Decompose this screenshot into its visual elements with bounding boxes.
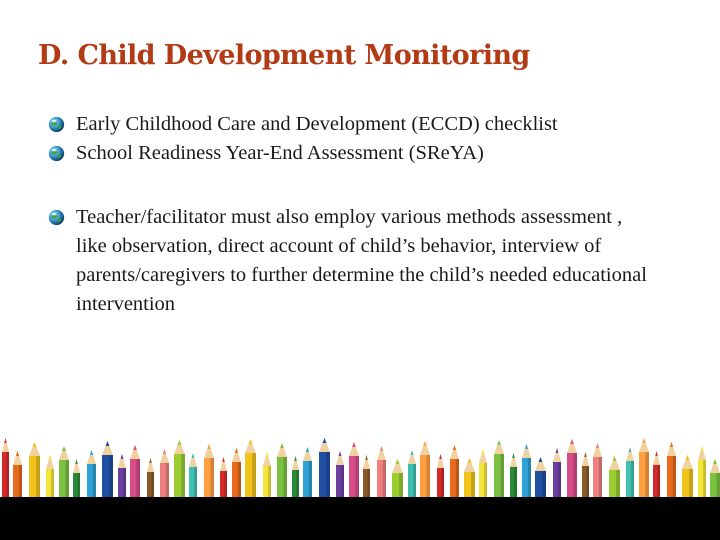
colored-pencils-decoration — [0, 430, 720, 500]
pencil — [204, 444, 214, 500]
pencil — [232, 448, 241, 500]
globe-bullet-icon — [48, 145, 65, 162]
pencil — [46, 455, 54, 500]
pencil — [220, 457, 227, 500]
globe-bullet-icon — [48, 209, 65, 226]
pencil — [377, 446, 386, 500]
pencil — [710, 459, 720, 500]
pencil — [349, 442, 359, 500]
bullet-text: Early Childhood Care and Development (ECCD) checklist — [76, 113, 558, 135]
pencil — [118, 454, 126, 500]
pencil — [336, 451, 344, 500]
pencil — [639, 438, 649, 500]
pencil — [567, 439, 577, 500]
pencil — [59, 446, 69, 500]
globe-bullet-icon — [48, 116, 65, 133]
pencil — [303, 447, 312, 500]
pencil — [263, 452, 271, 500]
pencil — [609, 456, 620, 500]
pencil — [2, 438, 9, 500]
pencil — [147, 458, 154, 500]
pencil — [698, 446, 706, 500]
pencil — [189, 453, 197, 500]
pencil — [102, 441, 113, 500]
bullet-item — [48, 139, 648, 168]
bullet-text: School Readiness Year-End Assessment (SReYA) — [76, 142, 484, 164]
pencil — [437, 454, 444, 500]
bullet-text: Teacher/facilitator must also employ various methods assessment , like observation, direct account of child’s behavior, interview of parents/caregivers to further determine the child’s needed educational intervention — [76, 206, 647, 315]
pencil — [593, 443, 602, 500]
bullet-list — [48, 110, 648, 319]
pencil — [363, 455, 370, 500]
pencil — [292, 456, 299, 500]
pencil — [73, 459, 80, 500]
pencil — [653, 451, 660, 500]
pencil — [479, 449, 487, 500]
slide-title: D. Child Development Monitoring — [38, 40, 530, 71]
pencil — [464, 458, 475, 500]
pencil — [319, 438, 330, 500]
bullet-item — [48, 203, 648, 319]
pencil — [13, 451, 22, 500]
pencil — [130, 445, 140, 500]
footer-bar — [0, 497, 720, 540]
pencil — [667, 442, 676, 500]
pencil — [682, 455, 693, 500]
pencil — [29, 442, 40, 500]
pencil — [553, 448, 561, 500]
bullet-item — [48, 110, 648, 139]
pencil — [494, 440, 504, 500]
pencil — [522, 444, 531, 500]
pencil — [420, 441, 430, 500]
pencil — [174, 440, 185, 500]
pencil — [160, 449, 169, 500]
pencil — [277, 443, 287, 500]
pencil — [87, 450, 96, 500]
pencil — [582, 452, 589, 500]
pencil — [450, 445, 459, 500]
pencil — [535, 457, 546, 500]
pencil — [245, 439, 256, 500]
pencil — [392, 459, 403, 500]
pencil — [626, 447, 634, 500]
pencil — [408, 450, 416, 500]
pencil — [510, 453, 517, 500]
